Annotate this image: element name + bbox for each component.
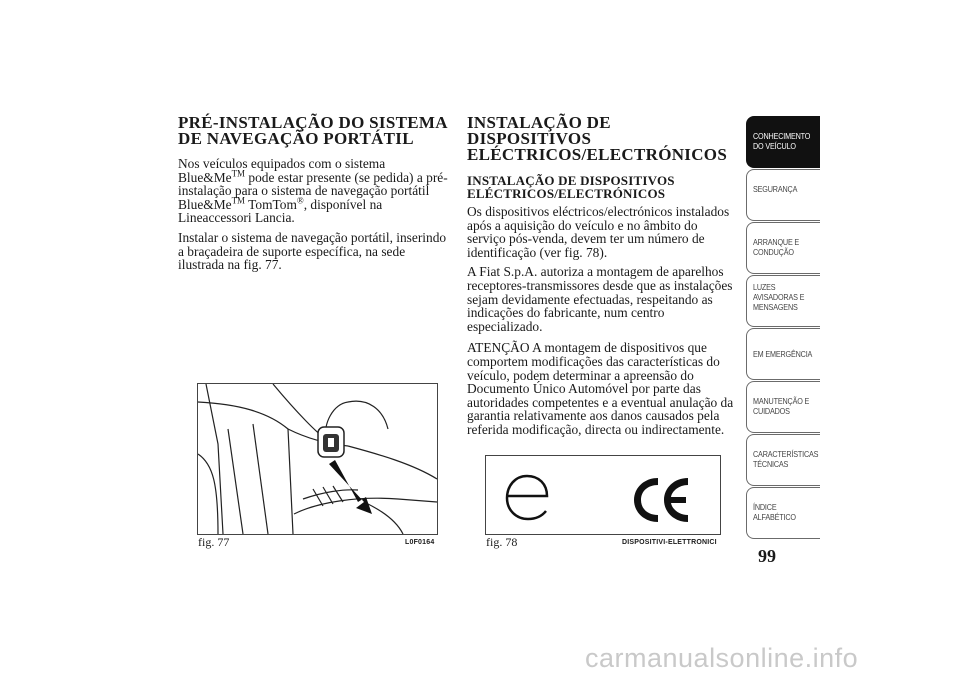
e-mark-icon xyxy=(507,476,547,519)
figure-78-code: DISPOSITIVI-ELETTRONICI xyxy=(622,539,717,546)
ce-mark-icon xyxy=(634,478,688,522)
arrow-icon xyxy=(329,460,372,514)
tab-indice[interactable]: ÍNDICE ALFABÉTICO xyxy=(746,487,820,539)
section-title-navigation: PRÉ-INSTALAÇÃO DO SISTEMA DE NAVEGAÇÃO PORTÁTIL xyxy=(178,113,447,148)
paragraph-devices-id: Os dispositivos eléctricos/electrónicos instalados após a aquisição do veículo e no âmbito do serviço pós-venda, devem ter um número de identificação (ver fig. 78). xyxy=(467,204,730,260)
figure-77-caption: fig. 77 xyxy=(198,535,230,549)
figure-78-caption: fig. 78 xyxy=(486,535,518,549)
chapter-tabs xyxy=(746,116,820,540)
left-column xyxy=(178,115,453,272)
watermark: carmanualsonline.info xyxy=(585,643,859,673)
section-subtitle-devices: INSTALAÇÃO DE DISPOSITIVOS ELÉCTRICOS/ELECTRÓNICOS xyxy=(467,173,675,201)
paragraph-install: Instalar o sistema de navegação portátil, inserindo a braçadeira de suporte específica, na sede ilustrada na fig. 77. xyxy=(178,229,447,273)
tab-luzes[interactable]: LUZES AVISADORAS E MENSAGENS xyxy=(746,275,820,327)
page-number: 99 xyxy=(758,546,776,566)
section-title-devices: INSTALAÇÃO DE DISPOSITIVOS ELÉCTRICOS/ELECTRÓNICOS xyxy=(467,113,728,164)
paragraph-fiat: A Fiat S.p.A. autoriza a montagem de aparelhos receptores-transmissores desde que as instalações sejam devidamente efectuadas, respeitando as indicações do fabricante, num centro especializado. xyxy=(467,264,733,334)
right-column xyxy=(467,115,739,437)
figure-77-code: L0F0164 xyxy=(405,539,435,546)
paragraph-warning: ATENÇÃO A montagem de dispositivos que comportem modificações das características do veículo, podem determinar a apreensão do Documento Único Automóvel por parte das autoridades competentes e a eventual anulação da garantia relativamente aos danos causados pela referida modificação, directa ou indirectamente. xyxy=(467,340,734,437)
tab-conhecimento[interactable]: CONHECIMENTO DO VEÍCULO xyxy=(746,116,820,168)
tab-manutencao[interactable]: MANUTENÇÃO E CUIDADOS xyxy=(746,381,820,433)
tab-caracteristicas[interactable]: CARACTERÍSTICAS TÉCNICAS xyxy=(746,434,820,486)
certification-marks xyxy=(486,456,720,534)
tab-emergencia[interactable]: EM EMERGÊNCIA xyxy=(746,328,820,380)
mount-socket-icon xyxy=(318,427,344,457)
tab-seguranca[interactable]: SEGURANÇA xyxy=(746,169,820,221)
tab-arranque[interactable]: ARRANQUE E CONDUÇÃO xyxy=(746,222,820,274)
paragraph-bluetooth: Nos veículos equipados com o sistema Blue&Me™ pode estar presente (se pedida) a pré-instalação para o sistema de navegação portátil Blue&Me™ TomTom®, disponível na Lineaccessori Lancia. xyxy=(178,156,448,226)
figure-78-marks xyxy=(485,455,721,535)
dashboard-illustration xyxy=(198,384,437,534)
figure-77-dashboard xyxy=(197,383,438,535)
